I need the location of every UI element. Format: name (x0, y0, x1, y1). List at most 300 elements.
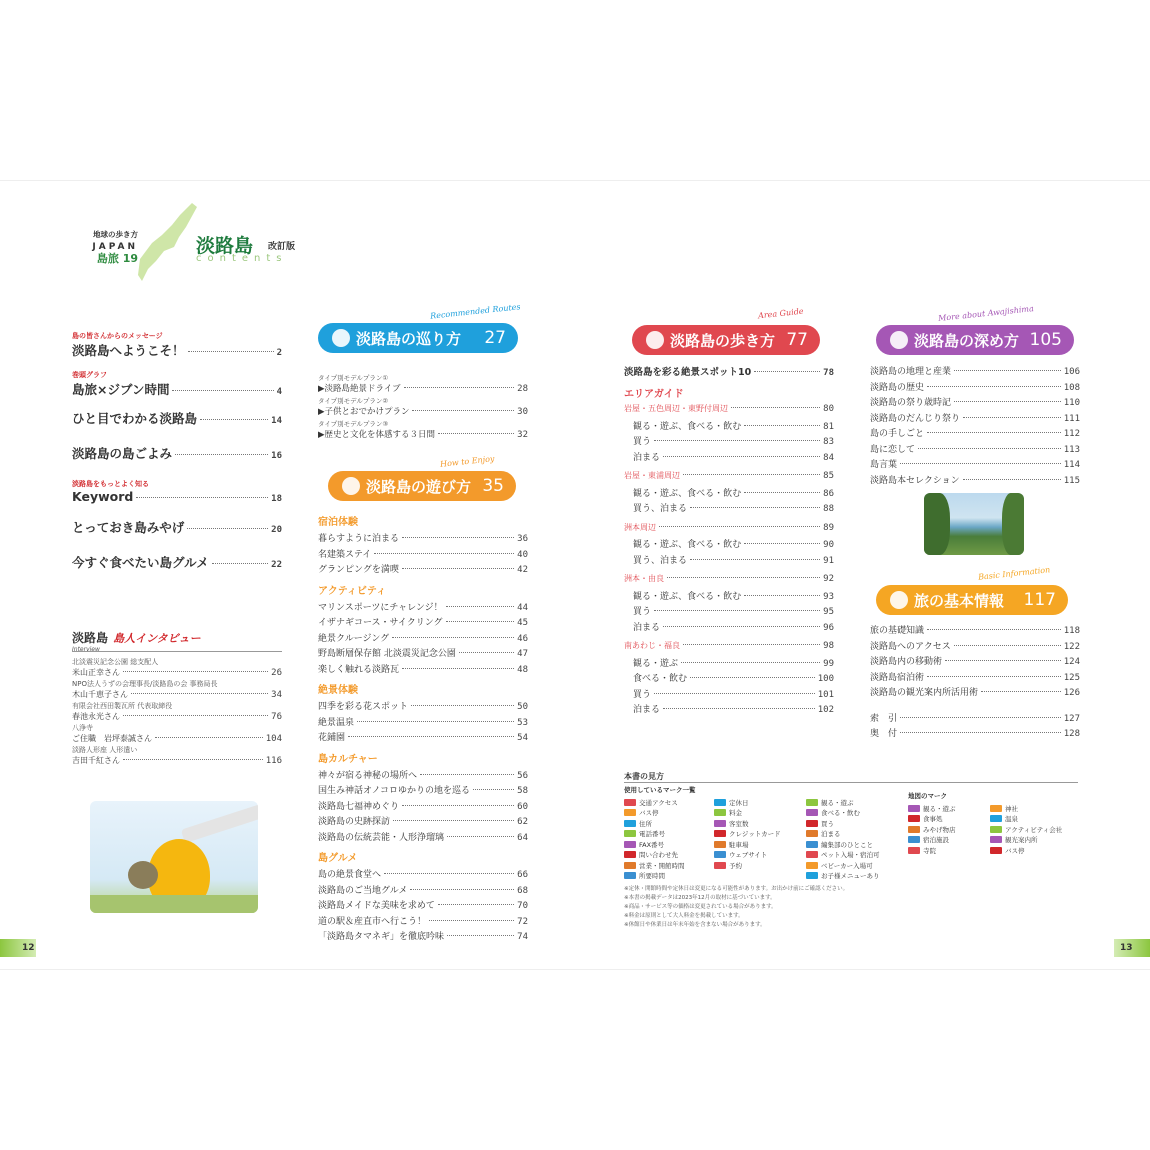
enjoy-item-page: 53 (517, 717, 528, 728)
legend-mark-icon (990, 815, 1002, 822)
interview-en: Interview (72, 646, 100, 653)
info-item-title: 淡路島内の移動術 (870, 657, 943, 667)
toc-main-item[interactable] (72, 444, 282, 462)
toc-main-item[interactable] (72, 341, 282, 359)
leader-dots (981, 691, 1061, 692)
info-item-page: 124 (1063, 657, 1080, 667)
info-item[interactable] (870, 670, 1080, 686)
enjoy-item[interactable] (318, 814, 528, 830)
top-spot-row[interactable] (624, 364, 834, 381)
leader-dots (155, 737, 263, 738)
legend-label: 所要時間 (639, 872, 665, 881)
area-item-title: 買う、泊まる (624, 504, 688, 514)
leader-dots (411, 705, 514, 706)
enjoy-item-page: 74 (517, 932, 528, 942)
toc-main-item[interactable] (72, 489, 282, 507)
right-page-number (1114, 939, 1150, 957)
enjoy-item[interactable] (318, 699, 528, 715)
toc-main-item-page: 16 (271, 451, 282, 461)
leader-dots (900, 463, 1061, 464)
legend-mark-icon (624, 799, 636, 806)
enjoy-item[interactable] (318, 662, 528, 678)
section4-label: 淡路島の深め方 (914, 331, 1020, 350)
legend-label: クレジットカード (729, 830, 781, 839)
toc-entry (72, 444, 282, 462)
interview-item-title: 吉田千紅さん (72, 756, 120, 765)
series-line1: 地球の歩き方 (93, 230, 138, 239)
interview-item-page: 76 (271, 712, 282, 722)
legend-label: 買う (821, 819, 834, 828)
interview-role: 有限会社西田製瓦所 代表取締役 (72, 702, 173, 710)
legend-mark-icon (624, 809, 636, 816)
interview-item-page: 26 (271, 668, 282, 678)
interview-title: 淡路島 (72, 631, 109, 645)
leader-dots (357, 721, 514, 722)
area-head-page: 85 (823, 471, 834, 481)
toc-main-item-title: 淡路島の島ごよみ (72, 446, 173, 461)
enjoy-item-page: 58 (517, 786, 528, 796)
edition-label: 改訂版 (268, 242, 296, 252)
legend-label: ベビーカー入場可 (821, 861, 873, 870)
toc-entry (72, 409, 282, 427)
area-item-page: 101 (817, 689, 834, 700)
legend-label: 編集部のひとこと (821, 840, 873, 849)
legend-label: 温泉 (1005, 815, 1018, 824)
leader-dots (447, 836, 514, 837)
legend-mark-icon (714, 862, 726, 869)
legend-note: ※料金は原則として大人料金を掲載しています。 (624, 913, 744, 919)
map-mark-title: 地図のマーク (908, 792, 947, 800)
enjoy-item-title: 国生み神話オノコロゆかりの地を巡る (318, 786, 471, 796)
legend-mark-icon (990, 826, 1002, 833)
footprints-icon (646, 331, 664, 349)
area-item[interactable] (624, 419, 834, 435)
section5-list (870, 623, 1080, 742)
category-head: アクティビティ (318, 585, 387, 597)
leader-dots (900, 732, 1061, 733)
enjoy-item-title: 絶景温泉 (318, 717, 355, 728)
area-item-title: 泊まる (624, 622, 661, 633)
deepen-item[interactable] (870, 426, 1080, 442)
enjoy-item[interactable] (318, 914, 528, 930)
leader-dots (663, 708, 815, 709)
area-item-page: 95 (823, 607, 834, 617)
enjoy-item-page: 54 (517, 733, 528, 743)
area-head[interactable] (624, 522, 834, 538)
section4-list (870, 364, 1080, 488)
interview-item[interactable] (72, 733, 282, 745)
plan-item[interactable] (318, 382, 528, 396)
leader-dots (731, 407, 820, 408)
interview-item-page: 104 (265, 734, 282, 744)
section3-list (624, 364, 834, 723)
toc-main-item[interactable] (72, 380, 282, 398)
plan-head: タイプ別モデルプラン② (318, 397, 389, 405)
section2-page: 35 (482, 476, 504, 496)
legend-mark-icon (908, 815, 920, 822)
area-item-page: 84 (823, 452, 834, 463)
category-head: 島カルチャー (318, 753, 378, 765)
deepen-item[interactable] (870, 473, 1080, 489)
enjoy-item-page: 66 (517, 870, 528, 880)
leader-dots (954, 401, 1061, 402)
info-item-title: 淡路島へのアクセス (870, 641, 951, 652)
info-item-page: 125 (1063, 672, 1080, 683)
leader-dots (402, 568, 514, 569)
area-item-title: 泊まる (624, 452, 661, 463)
legend-item (806, 860, 880, 871)
section2-en: How to Enjoy (439, 454, 495, 469)
area-item-page: 81 (823, 421, 834, 432)
plan-item-page: 28 (517, 384, 528, 394)
area-head[interactable] (624, 573, 834, 589)
legend-label: ウェブサイト (729, 851, 768, 860)
legend-col-1 (624, 797, 685, 881)
area-item[interactable] (624, 671, 834, 687)
legend-item (624, 860, 685, 871)
toc-main-item-title: ひと目でわかる淡路島 (72, 411, 198, 426)
section4-en: More about Awajishima (937, 304, 1035, 323)
legend-mark-icon (908, 805, 920, 812)
leader-dots (188, 351, 274, 352)
legend-label: 宿泊施設 (923, 836, 949, 845)
area-head[interactable] (624, 403, 834, 419)
leader-dots (410, 889, 514, 890)
interview-item[interactable] (72, 689, 282, 701)
legend-mark-icon (714, 820, 726, 827)
enjoy-item[interactable] (318, 715, 528, 731)
enjoy-item-title: 淡路島のご当地グルメ (318, 885, 408, 896)
area-head[interactable] (624, 470, 834, 486)
enjoy-item-title: 神々が宿る神秘の場所へ (318, 770, 418, 781)
leader-dots (459, 652, 514, 653)
info-item[interactable] (870, 623, 1080, 639)
deepen-item[interactable] (870, 380, 1080, 396)
legend-item (990, 803, 1062, 814)
interview-list (72, 657, 282, 767)
legend-mark-icon (990, 805, 1002, 812)
legend-mark-icon (908, 847, 920, 854)
area-item-title: 買う、泊まる (624, 555, 688, 566)
info-item[interactable] (870, 654, 1080, 670)
legend-label: 電話番号 (639, 830, 665, 839)
info-item[interactable] (870, 639, 1080, 655)
plan-item[interactable] (318, 405, 528, 419)
legend-col-2 (714, 797, 781, 871)
area-guide-head: エリアガイド (624, 389, 684, 400)
legend-mark-icon (806, 851, 818, 858)
legend-mark-icon (806, 809, 818, 816)
legend-item (624, 839, 685, 850)
legend-item (806, 797, 880, 808)
area-item-page: 99 (823, 658, 834, 669)
legend-mark-icon (806, 830, 818, 837)
toc-entry (72, 553, 282, 571)
leader-dots (438, 433, 514, 434)
area-head-page: 80 (823, 404, 834, 414)
leader-dots (136, 497, 268, 498)
legend-item (714, 797, 781, 808)
area-head[interactable] (624, 640, 834, 656)
enjoy-item[interactable] (318, 547, 528, 563)
leader-dots (683, 474, 820, 475)
section1-page: 27 (484, 328, 506, 348)
info-item-title: 旅の基礎知識 (870, 626, 925, 636)
legend-note: ※本書の掲載データは2023年12月の取材に基づいています。 (624, 895, 776, 901)
bird-icon (332, 329, 350, 347)
legend-mark-icon (714, 799, 726, 806)
legend-label: 営業・開館時間 (639, 861, 685, 870)
area-item-title: 観る・遊ぶ、食べる・飲む (624, 488, 742, 499)
enjoy-item-title: 絶景クルージング (318, 633, 390, 644)
legend-mark-icon (806, 820, 818, 827)
legend-mark-icon (806, 872, 818, 879)
enjoy-item-page: 72 (517, 916, 528, 927)
section5-page: 117 (1023, 590, 1056, 610)
deepen-item[interactable] (870, 395, 1080, 411)
leader-dots (954, 370, 1061, 371)
leader-dots (963, 479, 1061, 480)
area-head-title: 岩屋・東浦周辺 (624, 471, 680, 480)
leader-dots (945, 660, 1061, 661)
area-item[interactable] (624, 537, 834, 553)
legend-item (990, 824, 1062, 835)
leader-dots (918, 448, 1061, 449)
interview-role: 北淡震災記念公園 総支配人 (72, 658, 159, 666)
toc-main-item-page: 4 (276, 387, 282, 397)
left-page-num: 12 (22, 943, 35, 953)
toc-main-item[interactable] (72, 518, 282, 536)
area-item-title: 買う (624, 607, 652, 617)
area-item[interactable] (624, 501, 834, 517)
legend-item (990, 835, 1062, 846)
enjoy-item-title: 「淡路島タマネギ」を徹底吟味 (318, 932, 445, 942)
area-item[interactable] (624, 589, 834, 605)
left-toc (72, 331, 282, 588)
legend-item (714, 829, 781, 840)
appendix-item[interactable] (870, 726, 1080, 742)
legend-mark-icon (624, 851, 636, 858)
interview-item-title: 木山千恵子さん (72, 690, 128, 699)
legend-mark-icon (714, 851, 726, 858)
leader-dots (438, 904, 514, 905)
deepen-item[interactable] (870, 364, 1080, 380)
enjoy-item[interactable] (318, 929, 528, 945)
deepen-item-title: 淡路島の歴史 (870, 382, 925, 393)
legend-mark-icon (624, 830, 636, 837)
leader-dots (663, 626, 820, 627)
contents-label: contents (196, 253, 288, 264)
area-item[interactable] (624, 450, 834, 466)
enjoy-item-title: 野島断層保存館 北淡震災記念公園 (318, 649, 456, 659)
area-item[interactable] (624, 687, 834, 703)
toc-main-item[interactable] (72, 553, 282, 571)
legend-item (908, 803, 956, 814)
enjoy-item[interactable] (318, 830, 528, 846)
enjoy-item-page: 60 (517, 801, 528, 812)
deepen-item-title: 淡路島本セレクション (870, 475, 960, 486)
area-item[interactable] (624, 553, 834, 569)
info-item-title: 淡路島の観光案内所活用術 (870, 688, 979, 698)
section4-page: 105 (1029, 330, 1062, 350)
enjoy-item[interactable] (318, 883, 528, 899)
island-map-icon (134, 199, 204, 284)
leader-dots (667, 577, 820, 578)
section1-banner (318, 323, 518, 353)
area-head-page: 89 (823, 522, 834, 533)
legend-item (806, 818, 880, 829)
toc-entry (72, 479, 282, 507)
leader-dots (212, 563, 268, 564)
section2-label: 淡路島の遊び方 (366, 477, 472, 496)
interview-item-title: 米山正幸さん (72, 668, 120, 677)
deepen-item-title: 淡路島の祭り歳時記 (870, 398, 952, 408)
section2-banner (328, 471, 516, 501)
legend-mark-icon (806, 862, 818, 869)
leader-dots (663, 456, 820, 457)
enjoy-item[interactable] (318, 799, 528, 815)
area-item[interactable] (624, 656, 834, 672)
enjoy-item-title: グランピングを満喫 (318, 565, 399, 575)
deepen-item[interactable] (870, 411, 1080, 427)
plan-item-title: ▶淡路島絶景ドライブ (318, 384, 401, 394)
enjoy-item[interactable] (318, 646, 528, 662)
area-item-page: 93 (823, 591, 834, 602)
leader-dots (393, 820, 514, 821)
top-spot-title: 淡路島を彩る絶景スポット10 (624, 367, 752, 378)
enjoy-item-page: 62 (517, 817, 528, 827)
legend-item (990, 845, 1062, 856)
enjoy-item-title: 花鋪園 (318, 733, 346, 743)
section1-en: Recommended Routes (429, 302, 521, 321)
toc-main-item[interactable] (72, 409, 282, 427)
appendix-item[interactable] (870, 711, 1080, 727)
interview-item[interactable] (72, 667, 282, 679)
category-head: 島グルメ (318, 853, 358, 864)
onion-photo (90, 801, 258, 913)
leader-dots (447, 935, 514, 936)
legend-label: 定休日 (729, 798, 749, 807)
leader-dots (123, 671, 268, 672)
enjoy-item[interactable] (318, 898, 528, 914)
toc-entry-head: 淡路島をもっとよく知る (72, 480, 149, 488)
area-item-page: 91 (823, 555, 834, 566)
enjoy-item-title: 暮らすように泊まる (318, 534, 400, 544)
legend-col-5 (990, 803, 1062, 856)
area-spacer (624, 718, 834, 723)
legend-item (624, 829, 685, 840)
section5-label: 旅の基本情報 (914, 591, 1005, 610)
area-item[interactable] (624, 486, 834, 502)
toc-entry-head: 巻頭グラフ (72, 371, 107, 379)
enjoy-item-page: 36 (517, 534, 528, 544)
legend-label: 問い合わせ先 (639, 851, 678, 860)
legend-item (806, 808, 880, 819)
info-item[interactable] (870, 685, 1080, 701)
leader-dots (402, 668, 514, 669)
enjoy-item-page: 56 (517, 770, 528, 781)
sprout-icon (890, 331, 908, 349)
legend-col-4 (908, 803, 956, 856)
legend-title: 本書の見方 (624, 771, 1078, 783)
enjoy-item-page: 40 (517, 549, 528, 560)
toc-entry (72, 331, 282, 359)
toc-main-item-title: 島旅×ジブン時間 (72, 382, 170, 397)
enjoy-item-page: 68 (517, 885, 528, 896)
enjoy-item[interactable] (318, 531, 528, 547)
enjoy-item-title: 淡路島の伝統芸能・人形浄瑠璃 (318, 832, 445, 843)
enjoy-item[interactable] (318, 615, 528, 631)
area-head-page: 92 (823, 574, 834, 584)
legend-label: アクティビティ会社 (1005, 825, 1063, 834)
legend-label: バス停 (1005, 846, 1025, 855)
series-line2: JAPAN (92, 242, 138, 252)
legend-item (624, 808, 685, 819)
area-head-page: 98 (823, 641, 834, 651)
legend-note: ※休館日や休業日は年末年始を含まない場合があります。 (624, 922, 766, 928)
deepen-item-title: 島の手しごと (870, 429, 925, 439)
interview-item[interactable] (72, 711, 282, 723)
legend-label: 駐車場 (729, 840, 749, 849)
enjoy-item[interactable] (318, 562, 528, 578)
enjoy-item[interactable] (318, 783, 528, 799)
enjoy-item[interactable] (318, 768, 528, 784)
enjoy-item[interactable] (318, 730, 528, 746)
legend-mark-icon (624, 862, 636, 869)
leader-dots (392, 637, 514, 638)
toc-main-item-title: 淡路島へようこそ！ (72, 343, 185, 358)
area-item[interactable] (624, 620, 834, 636)
leader-dots (374, 553, 514, 554)
plan-item[interactable] (318, 428, 528, 442)
leader-dots (654, 610, 820, 611)
category-head: 宿泊体験 (318, 517, 358, 528)
area-item[interactable] (624, 434, 834, 450)
info-item-page: 122 (1063, 641, 1080, 652)
legend-item (714, 818, 781, 829)
legend-label: FAX番号 (639, 840, 665, 849)
enjoy-item[interactable] (318, 600, 528, 616)
legend-mark-icon (806, 841, 818, 848)
leader-dots (927, 432, 1061, 433)
interview-role: 八浄寺 (72, 724, 93, 732)
area-item[interactable] (624, 604, 834, 620)
leader-dots (900, 717, 1061, 718)
legend-item (806, 871, 880, 882)
legend-mark-icon (908, 826, 920, 833)
enjoy-item[interactable] (318, 631, 528, 647)
leader-dots (429, 920, 514, 921)
deepen-item-title: 淡路島の地理と産業 (870, 367, 952, 377)
toc-main-item-page: 18 (271, 494, 282, 504)
area-item[interactable] (624, 702, 834, 718)
left-page-number (0, 939, 36, 957)
deepen-item[interactable] (870, 442, 1080, 458)
area-head-title: 岩屋・五色周辺・東野付周辺 (624, 404, 728, 413)
enjoy-item-page: 44 (517, 602, 528, 613)
legend-item (990, 814, 1062, 825)
interview-item[interactable] (72, 755, 282, 767)
legend-mark-icon (714, 841, 726, 848)
leader-dots (744, 492, 820, 493)
enjoy-item[interactable] (318, 867, 528, 883)
toc-main-item-page: 14 (271, 416, 282, 426)
legend-notes (624, 885, 1078, 930)
section2-list (318, 509, 528, 945)
deepen-item[interactable] (870, 457, 1080, 473)
right-page-num: 13 (1120, 943, 1133, 953)
enjoy-item-title: 淡路島七福神めぐり (318, 801, 400, 812)
